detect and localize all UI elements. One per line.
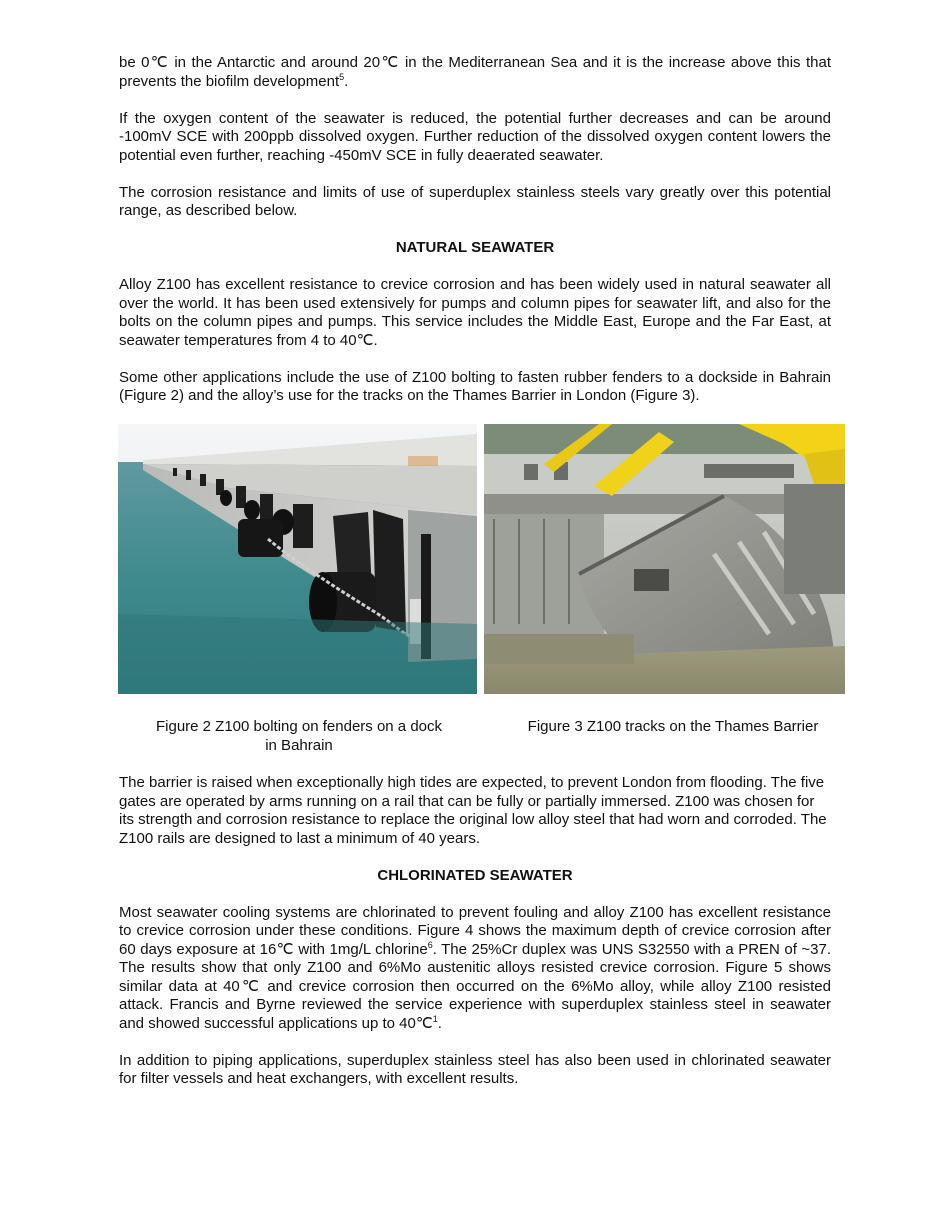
paragraph-chlorinated: Most seawater cooling systems are chlorinated to prevent fouling and alloy Z100 has excellent resistance to crevice corrosion under these conditions. Figure 4 shows the maximum depth of crevice corrosion after 60 days exposure at 16℃ with 1mg/L chlorine$^6$. The 25%Cr duplex was UNS S32550 with a PREN of ~37. The results show that only Z100 and 6%Mo austenitic alloys resisted crevice corrosion. Figure 5 shows similar data at 40℃ and crevice corrosion then occurred on the 6%Mo alloy, while alloy Z100 resisted attack. Francis and Byrne reviewed the service experience with superduplex stainless steel in seawater and showed successful applications up to 40℃$^1$. (119, 903, 832, 1032)
paragraph-alloy-z100: Alloy Z100 has excellent resistance to crevice corrosion and has been widely used in natural seawater all over the world. It has been used extensively for pumps and column pipes for seawater lift, and also for the bolts on the column pipes and pumps. This service includes the Middle East, Europe and the Far East, at seawater temperatures from 4 to 40℃. (119, 276, 831, 349)
reference-1: 1 (432, 1013, 438, 1024)
figure-3-thames-barrier-photo (484, 424, 845, 694)
figure-captions (119, 718, 831, 758)
heading-chlorinated-seawater: CHLORINATED SEAWATER (377, 866, 573, 884)
paragraph-oxygen: If the oxygen content of the seawater is reduced, the potential further decreases and can be around -100mV SCE with 200ppb dissolved oxygen. Further reduction of the dissolved oxygen content lowers the potential even further, reaching -450mV SCE in fully deaerated seawater. (119, 109, 831, 164)
reference-5: 5 (339, 71, 345, 82)
paragraph-piping-applications: In addition to piping applications, superduplex stainless steel has also been used in chlorinated seawater for filter vessels and heat exchangers, with excellent results. (119, 1051, 831, 1087)
dock-photo-image (118, 424, 477, 694)
paragraph-corrosion-resistance: The corrosion resistance and limits of use of superduplex stainless steels vary greatly over this potential range, as described below. (119, 183, 831, 219)
figure-2-caption: Figure 2 Z100 bolting on fenders on a dock in Bahrain (155, 718, 443, 754)
figure-2-dock-fenders-photo (118, 424, 477, 694)
paragraph-applications: Some other applications include the use of Z100 bolting to fasten rubber fenders to a dockside in Bahrain (Figure 2) and the alloy’s use for the tracks on the Thames Barrier in London (Figure 3). (119, 368, 831, 404)
document-page (119, 54, 831, 1107)
heading-natural-seawater: NATURAL SEAWATER (395, 239, 555, 256)
reference-6: 6 (427, 939, 433, 950)
paragraph-barrier: The barrier is raised when exceptionally high tides are expected, to prevent London from flooding. The five gates are operated by arms running on a rail that can be fully or partially immersed. Z100 was chosen for its strength and corrosion resistance to replace the original low alloy steel that had worn and corroded. The Z100 rails are designed to last a minimum of 40 years. (119, 774, 827, 847)
figure-row (119, 424, 831, 696)
thames-barrier-photo-image (484, 424, 845, 694)
figure-3-caption: Figure 3 Z100 tracks on the Thames Barrier (527, 718, 819, 735)
paragraph-biofilm: be 0℃ in the Antarctic and around 20℃ in the Mediterranean Sea and it is the increase above this that prevents the biofilm development$^5$. (119, 54, 831, 90)
